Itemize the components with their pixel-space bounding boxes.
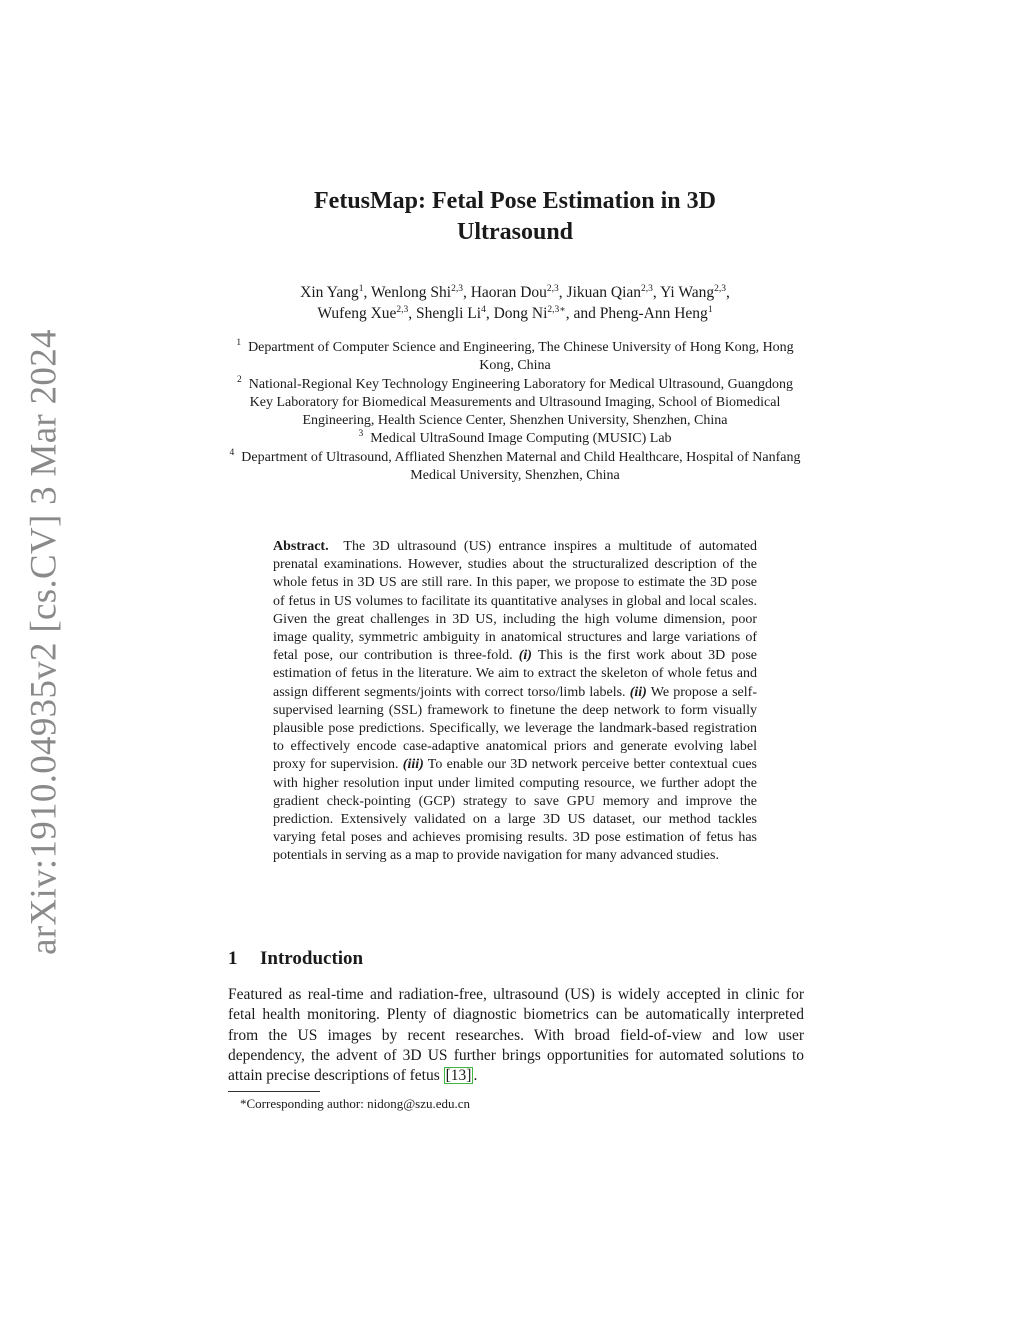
author: Jikuan Qian$^{2,3}$, bbox=[566, 284, 661, 301]
affiliation: $^1$ Department of Computer Science and Engineering, The Chinese University of Hong Kong, Hong Kong, China bbox=[236, 338, 794, 374]
paper-title bbox=[260, 186, 770, 248]
section-title: Introduction bbox=[260, 948, 364, 969]
author: Pheng-Ann Heng$^1$ bbox=[599, 305, 713, 322]
abstract-label: Abstract. bbox=[273, 539, 329, 554]
affiliation: $^4$ Department of Ultrasound, Affliated Shenzhen Maternal and Child Healthcare, Hospital of Nanfang Medical University, Shenzhen, China bbox=[229, 447, 801, 484]
footnote: *Corresponding author: nidong@szu.edu.cn bbox=[240, 1096, 471, 1111]
section-heading-introduction bbox=[228, 948, 363, 970]
citation-link[interactable]: [13] bbox=[445, 1067, 472, 1085]
affiliation: $^2$ National-Regional Key Technology Engineering Laboratory for Medical Ultrasound, Guangdong Key Laboratory for Biomedical Measurements and Ultrasound Imaging, School of Biomedical Engineering, Health Science Center, Shenzhen University, Shenzhen, China bbox=[237, 374, 793, 429]
author: Haoran Dou$^{2,3}$, bbox=[470, 284, 567, 301]
contribution-marker: (iii) bbox=[402, 757, 424, 773]
author: Yi Wang$^{2,3}$, bbox=[660, 284, 730, 301]
affiliation-list bbox=[228, 339, 802, 485]
author: Wenlong Shi$^{2,3}$, bbox=[370, 284, 471, 301]
introduction-paragraph: Featured as real-time and radiation-free, ultrasound (US) is widely accepted in clinic for fetal health monitoring. Plenty of diagnostic biometrics can be automatically interpreted from the US images by recent researches. With broad field-of-view and low user dependency, the advent of 3D US further brings opportunities for automated solutions to attain precise descriptions of fetus [13] . bbox=[228, 986, 804, 1085]
author: Xin Yang$^1$, bbox=[300, 284, 371, 301]
contribution-marker: (i) bbox=[518, 648, 532, 664]
footnote-rule bbox=[228, 1091, 320, 1092]
title-line-2: Ultrasound bbox=[456, 219, 574, 245]
author: Shengli Li$^4$, bbox=[416, 305, 494, 322]
arxiv-identifier: arXiv:1910.04935v2 [cs.CV] 3 Mar 2024 bbox=[23, 329, 65, 955]
abstract: Abstract. The 3D ultrasound (US) entrance inspires a multitude of automated prenatal examinations. However, studies about the structuralized description of the whole fetus in 3D US are still rare. In this paper, we propose to estimate the 3D pose of fetus in US volumes to facilitate its quantitative analyses in global and local scales. Given the great challenges in 3D US, including the high volume dimension, poor image quality, symmetric ambiguity in anatomical structures and large variations of fetal pose, our contribution is three-fold. (i) This is the first work about 3D pose estimation of fetus in the literature. We aim to extract the skeleton of whole fetus and assign different segments/joints with correct torso/limb labels. (ii) We propose a self-supervised learning (SSL) framework to finetune the deep network to form visually plausible pose predictions. Specifically, we leverage the landmark-based registration to effectively encode case-adaptive anatomical priors and generate evolving label proxy for supervision. (iii) To enable our 3D network perceive better contextual cues with higher resolution input under limited computing resource, we further adopt the gradient check-pointing (GCP) strategy to save GPU memory and improve the prediction. Extensively validated on a large 3D US dataset, our method tackles varying fetal poses and achieves promising results. 3D pose estimation of fetus has potentials in serving as a map to provide navigation for many advanced studies. bbox=[273, 539, 758, 864]
author-list bbox=[230, 282, 800, 324]
title-line-1: FetusMap: Fetal Pose Estimation in 3D bbox=[314, 188, 716, 214]
author: Dong $Ni^{2,3∗}$, and bbox=[493, 305, 600, 322]
contribution-marker: (ii) bbox=[629, 684, 647, 700]
affiliation: $^3$ Medical UltraSound Image Computing (MUSIC) Lab bbox=[358, 429, 672, 447]
author: Wufeng Xue$^{2,3}$, bbox=[317, 305, 417, 322]
section-number: 1 bbox=[228, 948, 238, 969]
